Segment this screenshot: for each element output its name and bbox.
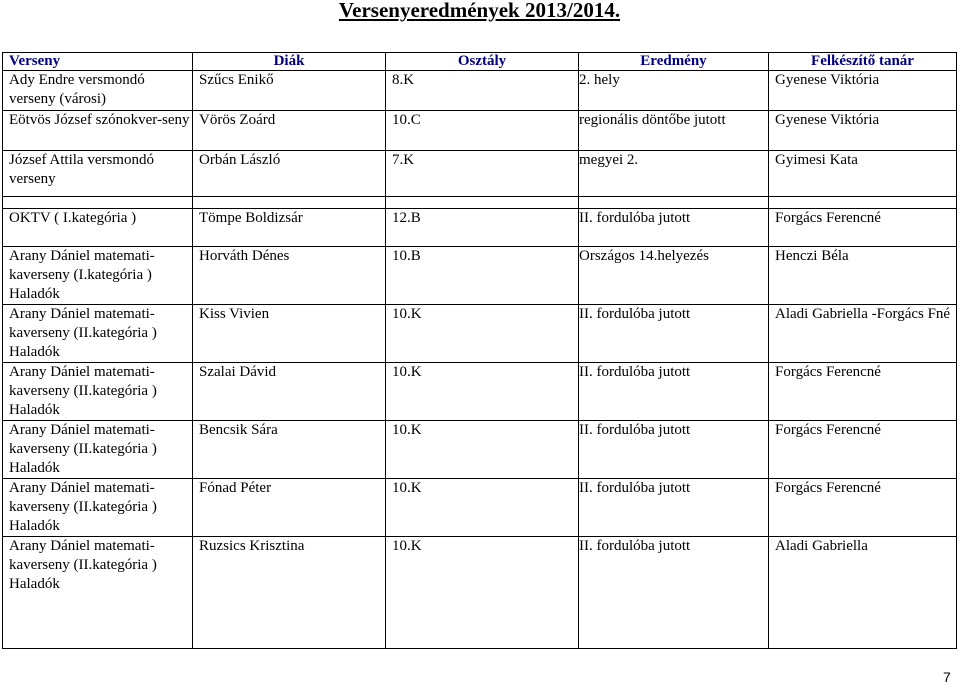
spacer-cell	[3, 197, 193, 209]
results-table	[2, 52, 957, 649]
verseny-cell: Eötvös József szónokver-seny	[3, 111, 193, 151]
verseny-cell: József Attila versmondó verseny	[3, 151, 193, 197]
osztaly-cell: 10.C	[386, 111, 579, 151]
verseny-cell: Arany Dániel matemati-kaverseny (II.kategória ) Haladók	[3, 421, 193, 479]
eredmeny-cell: regionális döntőbe jutott	[579, 111, 769, 151]
page-number: 7	[943, 669, 951, 685]
tanar-cell: Forgács Ferencné	[769, 479, 957, 537]
eredmeny-cell: 2. hely	[579, 71, 769, 111]
header-row	[3, 53, 957, 71]
verseny-cell: Arany Dániel matemati-kaverseny (I.kategória ) Haladók	[3, 247, 193, 305]
eredmeny-cell: II. fordulóba jutott	[579, 537, 769, 649]
tanar-cell: Henczi Béla	[769, 247, 957, 305]
osztaly-cell: 8.K	[386, 71, 579, 111]
tanar-cell: Forgács Ferencné	[769, 209, 957, 247]
table-row	[3, 151, 957, 197]
header-eredmeny: Eredmény	[579, 53, 769, 71]
osztaly-cell: 12.B	[386, 209, 579, 247]
verseny-cell: Arany Dániel matemati-kaverseny (II.kategória ) Haladók	[3, 305, 193, 363]
tanar-cell: Gyimesi Kata	[769, 151, 957, 197]
tanar-cell: Aladi Gabriella	[769, 537, 957, 649]
tanar-cell: Gyenese Viktória	[769, 111, 957, 151]
diak-cell: Tömpe Boldizsár	[193, 209, 386, 247]
header-osztaly: Osztály	[386, 53, 579, 71]
table-row	[3, 421, 957, 479]
tanar-cell: Aladi Gabriella -Forgács Fné	[769, 305, 957, 363]
spacer-cell	[193, 197, 386, 209]
tanar-cell: Gyenese Viktória	[769, 71, 957, 111]
page-title: Versenyeredmények 2013/2014.	[338, 0, 621, 22]
diak-cell: Ruzsics Krisztina	[193, 537, 386, 649]
header-diak: Diák	[193, 53, 386, 71]
osztaly-cell: 10.K	[386, 421, 579, 479]
diak-cell: Fónad Péter	[193, 479, 386, 537]
eredmeny-cell: II. fordulóba jutott	[579, 421, 769, 479]
eredmeny-cell: II. fordulóba jutott	[579, 209, 769, 247]
diak-cell: Kiss Vivien	[193, 305, 386, 363]
diak-cell: Vörös Zoárd	[193, 111, 386, 151]
table-row	[3, 111, 957, 151]
osztaly-cell: 10.B	[386, 247, 579, 305]
spacer-cell	[769, 197, 957, 209]
table-row	[3, 479, 957, 537]
eredmeny-cell: Országos 14.helyezés	[579, 247, 769, 305]
osztaly-cell: 7.K	[386, 151, 579, 197]
osztaly-cell: 10.K	[386, 537, 579, 649]
table-row	[3, 537, 957, 649]
header-tanar: Felkészítő tanár	[769, 53, 957, 71]
osztaly-cell: 10.K	[386, 305, 579, 363]
eredmeny-cell: megyei 2.	[579, 151, 769, 197]
eredmeny-cell: II. fordulóba jutott	[579, 479, 769, 537]
spacer-cell	[579, 197, 769, 209]
table-row	[3, 247, 957, 305]
table-row	[3, 305, 957, 363]
spacer-row	[3, 197, 957, 209]
diak-cell: Szalai Dávid	[193, 363, 386, 421]
diak-cell: Szűcs Enikő	[193, 71, 386, 111]
eredmeny-cell: II. fordulóba jutott	[579, 305, 769, 363]
header-verseny: Verseny	[3, 53, 193, 71]
table-row	[3, 209, 957, 247]
verseny-cell: OKTV ( I.kategória )	[3, 209, 193, 247]
spacer-cell	[386, 197, 579, 209]
diak-cell: Horváth Dénes	[193, 247, 386, 305]
verseny-cell: Arany Dániel matemati-kaverseny (II.kategória ) Haladók	[3, 537, 193, 649]
table-row	[3, 71, 957, 111]
diak-cell: Bencsik Sára	[193, 421, 386, 479]
tanar-cell: Forgács Ferencné	[769, 363, 957, 421]
tanar-cell: Forgács Ferencné	[769, 421, 957, 479]
eredmeny-cell: II. fordulóba jutott	[579, 363, 769, 421]
table-row	[3, 363, 957, 421]
osztaly-cell: 10.K	[386, 479, 579, 537]
verseny-cell: Ady Endre versmondó verseny (városi)	[3, 71, 193, 111]
osztaly-cell: 10.K	[386, 363, 579, 421]
verseny-cell: Arany Dániel matemati-kaverseny (II.kategória ) Haladók	[3, 363, 193, 421]
verseny-cell: Arany Dániel matemati-kaverseny (II.kategória ) Haladók	[3, 479, 193, 537]
diak-cell: Orbán László	[193, 151, 386, 197]
